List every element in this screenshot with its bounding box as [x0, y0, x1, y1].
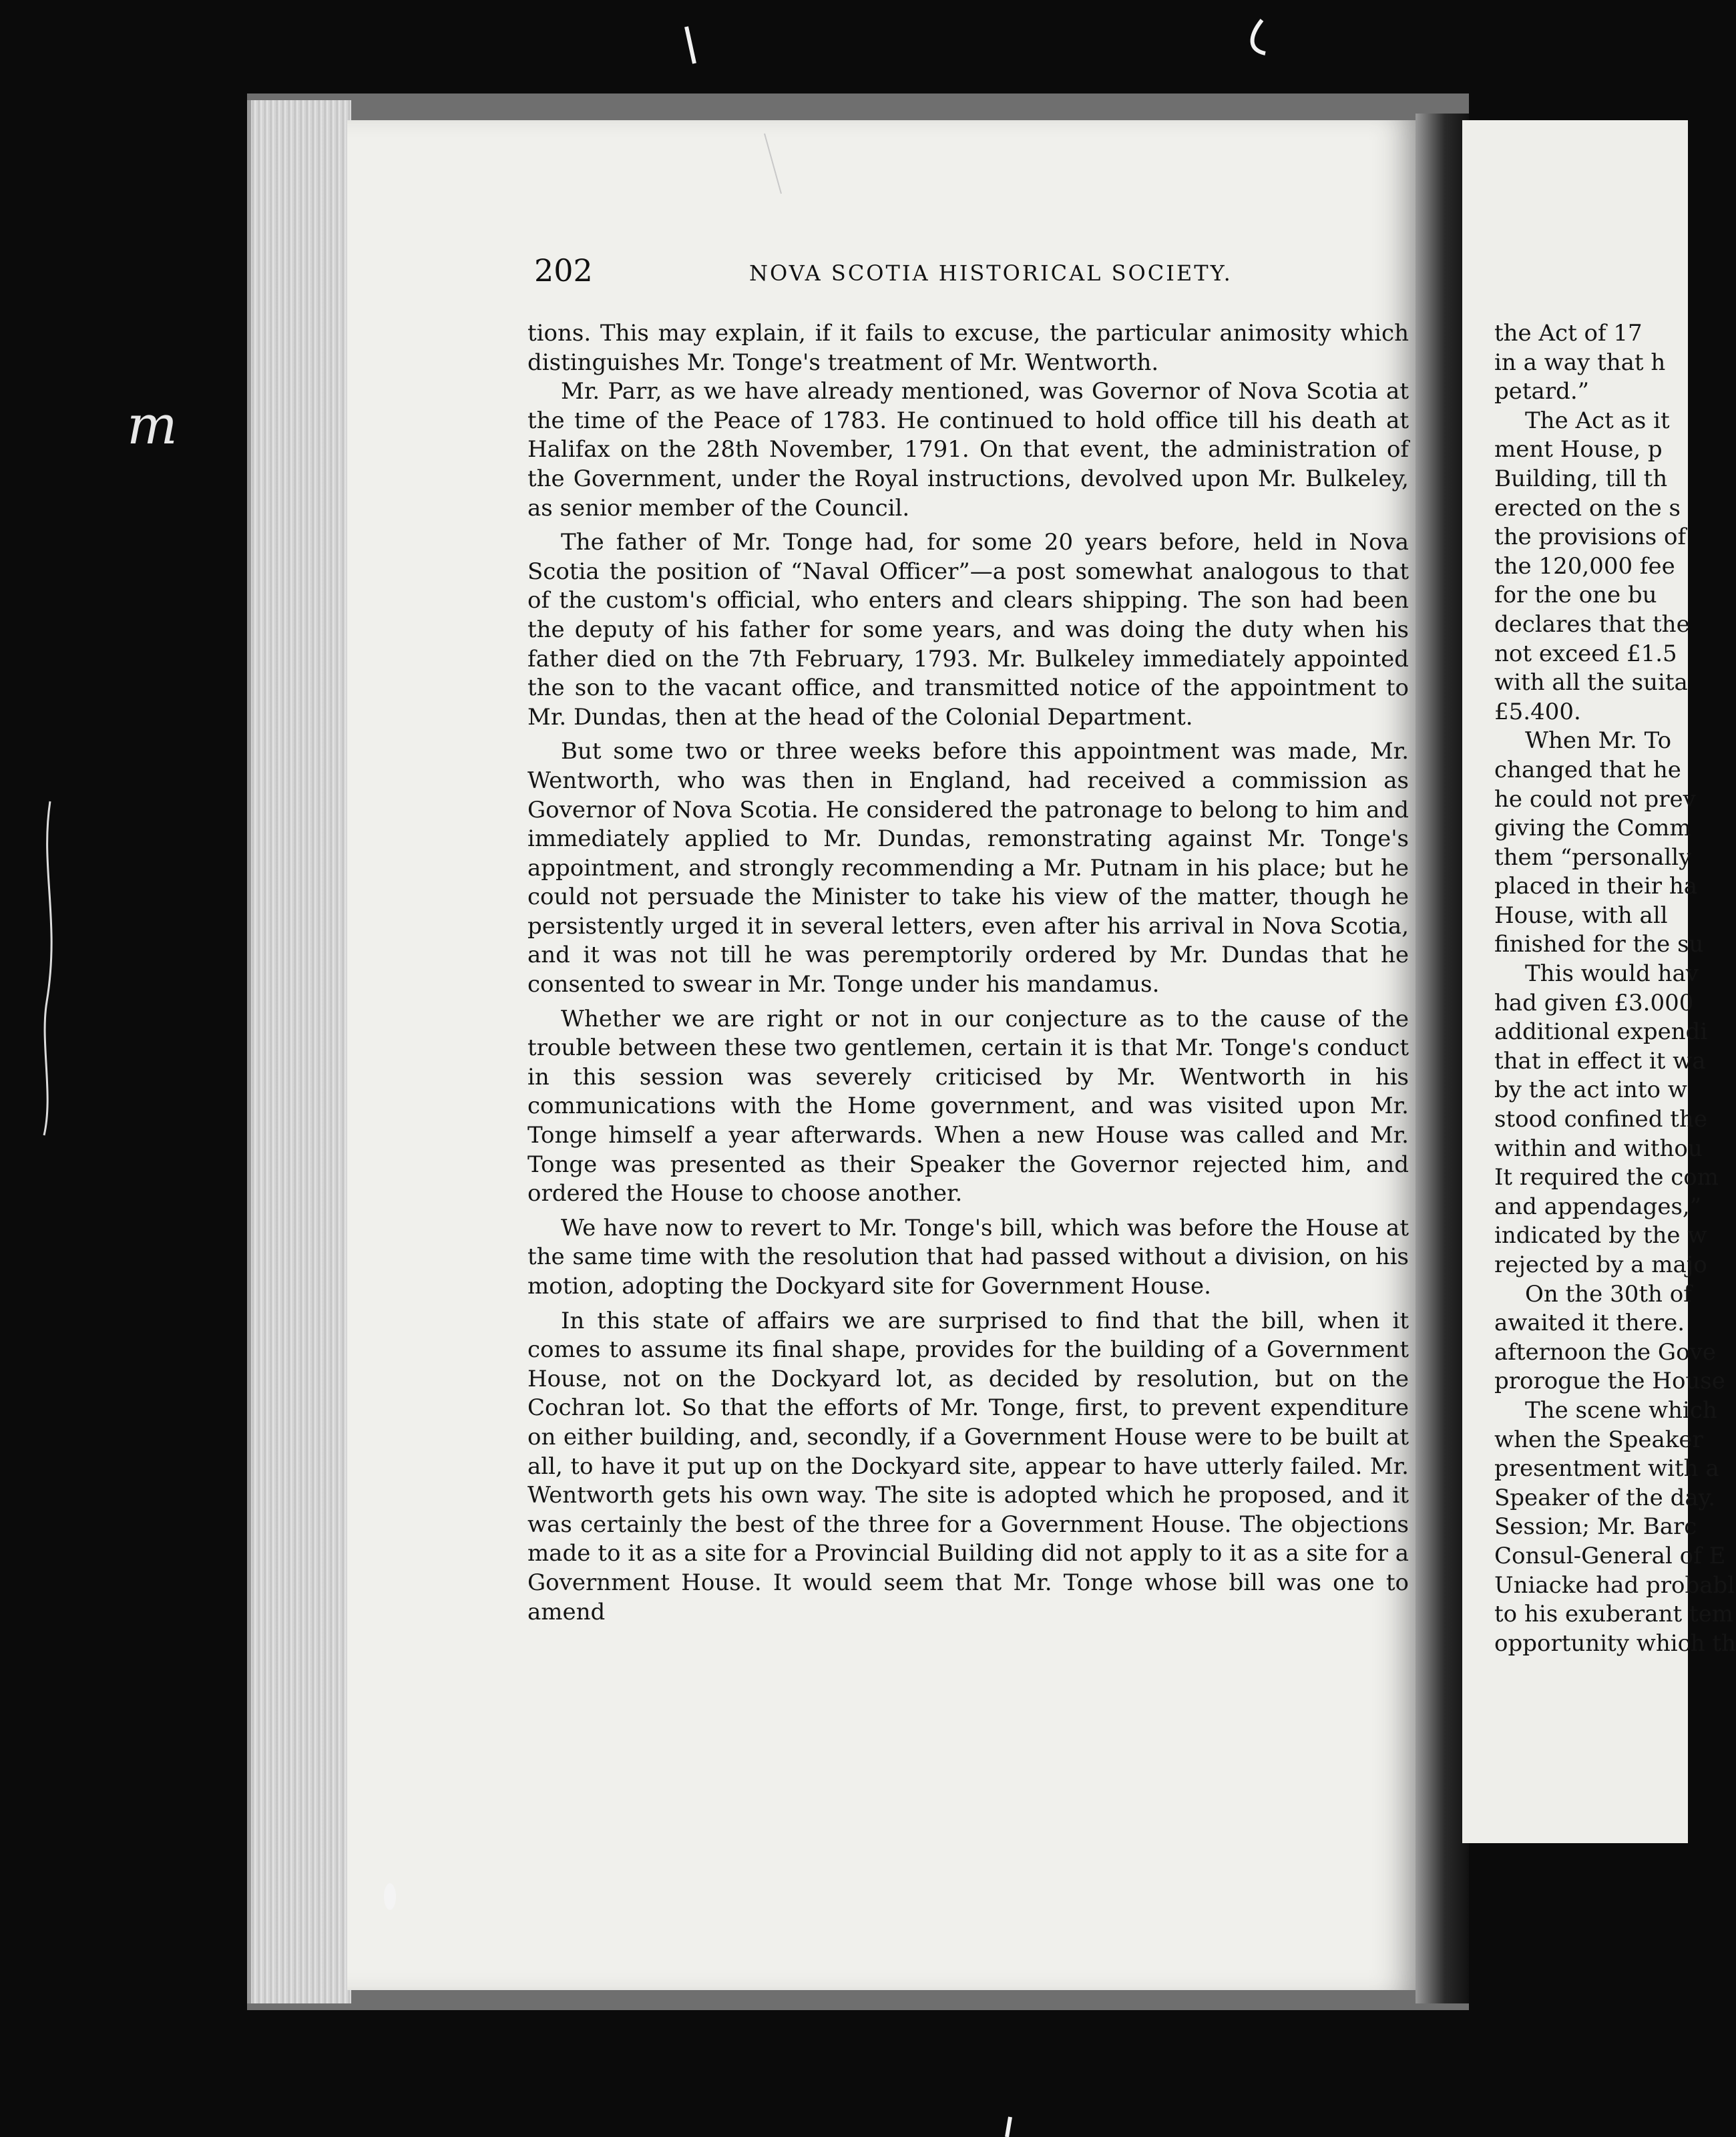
- running-head: [534, 252, 1456, 293]
- left-page-text: [527, 319, 1409, 1627]
- right-page-line: them “personally: [1494, 843, 1692, 871]
- paragraph: Mr. Parr, as we have already mentioned, was Governor of Nova Scotia at the time of the Peace of 1783. He continued to hold office till his death at Halifax on the 28th November, 1791. On that event, the administration of the Government, under the Royal instructions, devolved upon Mr. Bulkeley, as senior member of the Council.: [527, 378, 1409, 522]
- right-page-line: Session; Mr. Barc: [1494, 1513, 1697, 1541]
- right-page-line: and appendages,”: [1494, 1193, 1702, 1220]
- right-page-line: rejected by a majo: [1494, 1251, 1707, 1278]
- paragraph: tions. This may explain, if it fails to excuse, the particular animosity which distinguishes Mr. Tonge's treatment of Mr. Wentworth.: [527, 320, 1409, 376]
- right-page-line: Building, till th: [1494, 465, 1668, 492]
- right-page-line: afternoon the Gove: [1494, 1338, 1716, 1366]
- right-page-line: changed that he: [1494, 756, 1681, 783]
- right-page-line: £5.400.: [1494, 698, 1581, 725]
- right-page-line: additional expendi: [1494, 1018, 1708, 1046]
- right-page-line: Uniacke had probabl: [1494, 1571, 1735, 1599]
- running-title: NOVA SCOTIA HISTORICAL SOCIETY.: [749, 260, 1233, 286]
- right-page-line: stood confined the: [1494, 1106, 1707, 1133]
- right-page-line: the provisions of: [1494, 524, 1687, 551]
- right-page-text: [1494, 319, 1736, 1658]
- right-page-line: ment House, p: [1494, 436, 1663, 463]
- right-page-line: placed in their ha: [1494, 873, 1698, 900]
- right-page-line: petard.”: [1494, 378, 1590, 405]
- right-page-line: When Mr. To: [1525, 727, 1672, 755]
- right-page-line: opportunity which th: [1494, 1629, 1736, 1657]
- paragraph: Whether we are right or not in our conjecture as to the cause of the trouble between these two gentlemen, certain it is that Mr. Tonge's conduct in this session was severely criticised by Mr. Wentworth in his communications with the Home government, and was visited upon Mr. Tonge himself a year afterwards. When a new House was called and Mr. Tonge was presented as their Speaker the Governor rejected him, and ordered the House to choose another.: [527, 1005, 1409, 1207]
- paragraph: But some two or three weeks before this appointment was made, Mr. Wentworth, who was then in England, had received a commission as Governor of Nova Scotia. He considered the patronage to belong to him and immediately applied to Mr. Dundas, remonstrating against Mr. Tonge's appointment, and strongly recommending a Mr. Putnam in his place; but he could not persuade the Minister to take his view of the matter, though he persistently urged it in several letters, even after his arrival in Nova Scotia, and it was not till he was peremptorily ordered by Mr. Dundas that he consented to swear in Mr. Tonge under his mandamus.: [527, 738, 1409, 998]
- right-page-line: declares that the: [1494, 610, 1690, 638]
- right-page-line: finished for the su: [1494, 931, 1704, 958]
- paragraph: In this state of affairs we are surprised to find that the bill, when it comes to assume its final shape, provides for the building of a Government House, not on the Dockyard lot, as decided by resolution, but on the Cochran lot. So that the efforts of Mr. Tonge, first, to prevent expenditure on either building, and, secondly, if a Government House were to be built at all, to have it put up on the Dockyard site, appear to have utterly failed. Mr. Wentworth gets his own way. The site is adopted which he proposed, and it was certainly the best of the three for a Government House. The objections made to it as a site for a Provincial Building did not apply to it as a site for a Government House. It would seem that Mr. Tonge whose bill was one to amend: [527, 1307, 1409, 1625]
- paragraph: We have now to revert to Mr. Tonge's bill, which was before the House at the same time with the resolution that had passed without a division, on his motion, adopting the Dockyard site for Government House.: [527, 1214, 1409, 1300]
- right-page-line: erected on the s: [1494, 494, 1681, 522]
- right-page-line: House, with all: [1494, 902, 1668, 929]
- right-page-line: in a way that h: [1494, 349, 1666, 376]
- right-page-line: that in effect it wa: [1494, 1047, 1706, 1075]
- right-page-line: The Act as it: [1525, 407, 1670, 434]
- right-page-line: It required the com: [1494, 1164, 1719, 1191]
- right-page-line: presentment with a: [1494, 1455, 1719, 1483]
- right-page-line: had given £3.000: [1494, 989, 1694, 1016]
- page-number: 202: [534, 252, 593, 288]
- right-page-line: with all the suita: [1494, 669, 1688, 697]
- right-page-line: not exceed £1.5: [1494, 640, 1677, 667]
- right-page-line: by the act into w: [1494, 1077, 1687, 1104]
- right-page-line: awaited it there.: [1494, 1310, 1685, 1337]
- right-page-line: prorogue the House: [1494, 1368, 1725, 1395]
- right-page-line: indicated by the w: [1494, 1222, 1707, 1249]
- right-page-line: Consul-General of E: [1494, 1542, 1726, 1569]
- right-page-line: for the one bu: [1494, 582, 1657, 609]
- paragraph: The father of Mr. Tonge had, for some 20 years before, held in Nova Scotia the position of “Naval Officer”—a post somewhat analogous to that of the custom's official, who enters and clears shipping. The son had been the deputy of his father for some years, and was doing the duty when his father died on the 7th February, 1793. Mr. Bulkeley immediately appointed the son to the vacant office, and transmitted notice of the appointment to Mr. Dundas, then at the head of the Colonial Department.: [527, 529, 1409, 731]
- right-page-line: This would hav: [1525, 960, 1699, 988]
- right-page-line: when the Speaker: [1494, 1426, 1703, 1453]
- right-page-line: The scene which: [1525, 1396, 1717, 1424]
- right-page-line: Speaker of the day.: [1494, 1484, 1716, 1511]
- right-page-line: within and withou: [1494, 1135, 1703, 1162]
- right-page-line: the Act of 17: [1494, 320, 1643, 347]
- right-page-line: he could not prev: [1494, 785, 1696, 813]
- right-page-line: On the 30th of: [1525, 1280, 1692, 1308]
- margin-handwritten-mark: m: [127, 394, 178, 456]
- paper-blemish: [384, 1883, 396, 1910]
- right-page-line: the 120,000 fee: [1494, 552, 1675, 580]
- right-page-line: to his exuberant tem: [1494, 1601, 1733, 1628]
- right-page-line: giving the Comm: [1494, 815, 1691, 842]
